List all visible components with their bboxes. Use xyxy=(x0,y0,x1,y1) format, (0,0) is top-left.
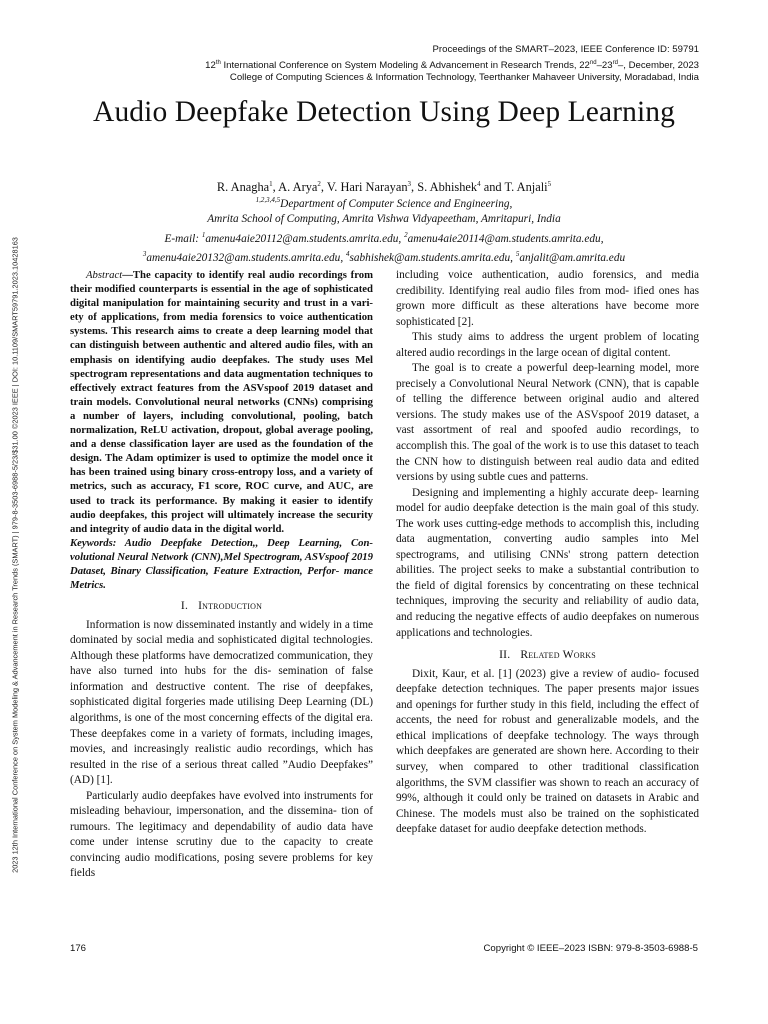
doi-citation-text: 2023 12th International Conference on System Modeling & Advancement in Research Trends (SMART) | 979-8-3503-6988-5/23/$31.00 ©2023 IEEE | DOI: 10.1109/SMART59791.2023.10428163 xyxy=(10,237,20,873)
intro-paragraph-2: Particularly audio deepfakes have evolved into instruments for misleading behaviour, impersonation, and the dissemina- tion of rumours. The legitimacy and dependability of audio data have come under intense scrutiny due to the capacity to create convincing audio modifications, posing severe problems for key fields xyxy=(70,789,373,880)
conference-header xyxy=(205,44,699,85)
body-paragraph-continued: including voice authentication, audio forensics, and media credibility. Identifying real audio files from mod- ified ones has grown more difficult as these alterations have become more sophisticated [2]. xyxy=(396,269,699,328)
body-paragraph-design: Designing and implementing a highly accurate deep- learning model for audio deepfake detection is the main goal of this study. The work uses cutting-edge methods to accomplish this, including data augmentation, converting audio samples into Mel spectrograms, and utilising CNNs' strong pattern detection abilities. The project seeks to make a substantial contribution to the field of digital forensics by concentrating on these technical techniques, improving the security and reliability of audio data, and reducing the negative effects of audio deepfakes on numerous applications and technologies. xyxy=(396,486,699,639)
right-column xyxy=(396,268,699,838)
author-list: R. Anagha$^1$, A. Arya$^2$, V. Hari Narayan$^3$, S. Abhishek$^4$ and T. Anjali$^5$ xyxy=(216,180,552,195)
department-line: $^{1,2,3,4,5}$Department of Computer Science and Engineering, xyxy=(255,196,513,210)
header-line-3: College of Computing Sciences & Information Technology, Teerthanker Mahaveer University, Moradabad, India xyxy=(229,72,699,84)
section-heading-introduction: I. Introduction xyxy=(180,599,263,613)
copyright-footer: Copyright © IEEE–2023 ISBN: 979-8-3503-6988-5 xyxy=(483,943,698,954)
abstract-paragraph: Abstract—The capacity to identify real audio recordings from their modified counterparts is essential in the age of sophisticated digital manipulation for maintaining security and trust in a vari- ety of applications, from media forensics to voice authentication systems. This research aims to create a deep learning model that can distinguish between authentic and altered audio files, with an emphasis on identifying audio deepfakes. The study uses Mel spectrogram representations and data augmentation techniques to effectively extract features from the ASVspoof 2019 dataset and train models. Convolutional neural networks (CNNs) comprising a number of layers, including convolutional, pooling, batch normalization, ReLU activation, dropout, global average pooling, and a dense classification layer are used as the foundation of the design. The Adam optimizer is used to optimize the model once it has been trained using binary cross-entropy loss, and a variety of metrics, such as accuracy, F1 score, ROC curve, and AUC, are used to track its performance. By making it easier to identify audio deepfakes, this project will ultimately increase the security and integrity of audio data in the digital world. xyxy=(70,269,373,535)
school-line: Amrita School of Computing, Amrita Vishwa Vidyapeetham, Amritapuri, India xyxy=(207,213,561,226)
page-number: 176 xyxy=(70,943,87,954)
body-paragraph-aim: This study aims to address the urgent problem of locating altered audio recordings in the large ocean of digital content. xyxy=(396,331,699,359)
header-line-2: 12th International Conference on System Modeling & Advancement in Research Trends, 22nd–23rd–, December, 2023 xyxy=(205,59,699,71)
email-line-1: E-mail: $^1$amenu4aie20112@am.students.amrita.edu, $^2$amenu4aie20114@am.students.amrita.edu, xyxy=(164,230,604,245)
section-heading-related-works: II. Related Works xyxy=(499,648,596,662)
header-line-1: Proceedings of the SMART–2023, IEEE Conference ID: 59791 xyxy=(432,44,699,55)
related-works-paragraph: Dixit, Kaur, et al. [1] (2023) give a review of audio- focused deepfake detection techniques. The paper presents major issues and openings for further study in this field, including the effect of accents, the need for robust and generalizable models, and the ethical implications of deepfake technology. The ways through which deepfakes are generated are shown here. According to their survey, when compared to other traditional classification algorithms, the SVM classifier was shown to reach an accuracy of 99%, although it could only be trained on datasets in Arabic and Chinese. The models must also be trained on the sophisticated deepfake dataset for audio deepfake detection methods. xyxy=(396,667,699,836)
keywords-paragraph: Keywords: Audio Deepfake Detection,, Deep Learning, Con- volutional Neural Network (CNN),Mel Spectrogram, ASVspoof 2019 Dataset, Binary Classification, Feature Extraction, Perfor- mance Metrics. xyxy=(70,536,373,592)
email-line-2: $^3$amenu4aie20132@am.students.amrita.edu, $^4$sabhishek@am.students.amrita.edu, $^5$anjalit@am.amrita.edu xyxy=(142,250,626,265)
affiliation-block xyxy=(0,193,768,267)
paper-title: Audio Deepfake Detection Using Deep Learning xyxy=(93,96,675,128)
intro-paragraph-1: Information is now disseminated instantly and widely in a time dominated by social media and sophisticated digital technologies. Although these platforms have democratized communication, they have also turned into hubs for the dis- semination of false information and destructive content. The rise of deepfakes, sophisticated digital forgeries made utilising Deep Learning (DL) algorithms, is one of the most concerning effects of the digital era. These deepfakes come in a variety of formats, including images, movies, and increasingly realistic audio recordings, which has resulted in the rise of a serious threat called ”Audio Deepfakes” (AD) [1]. xyxy=(70,618,373,787)
body-paragraph-goal: The goal is to create a powerful deep-learning model, more precisely a Convolutional Neural Network (CNN), that is capable of telling the difference between original audio and altered versions. The study makes use of the ASVspoof 2019 dataset, a vast assortment of real and spoofed audio recordings, to accomplish this. The goal of the work is to use this dataset to teach the CNN how to distinguish between real audio data and edited versions by using subtle cues and patterns. xyxy=(396,362,699,484)
left-column xyxy=(70,268,373,882)
